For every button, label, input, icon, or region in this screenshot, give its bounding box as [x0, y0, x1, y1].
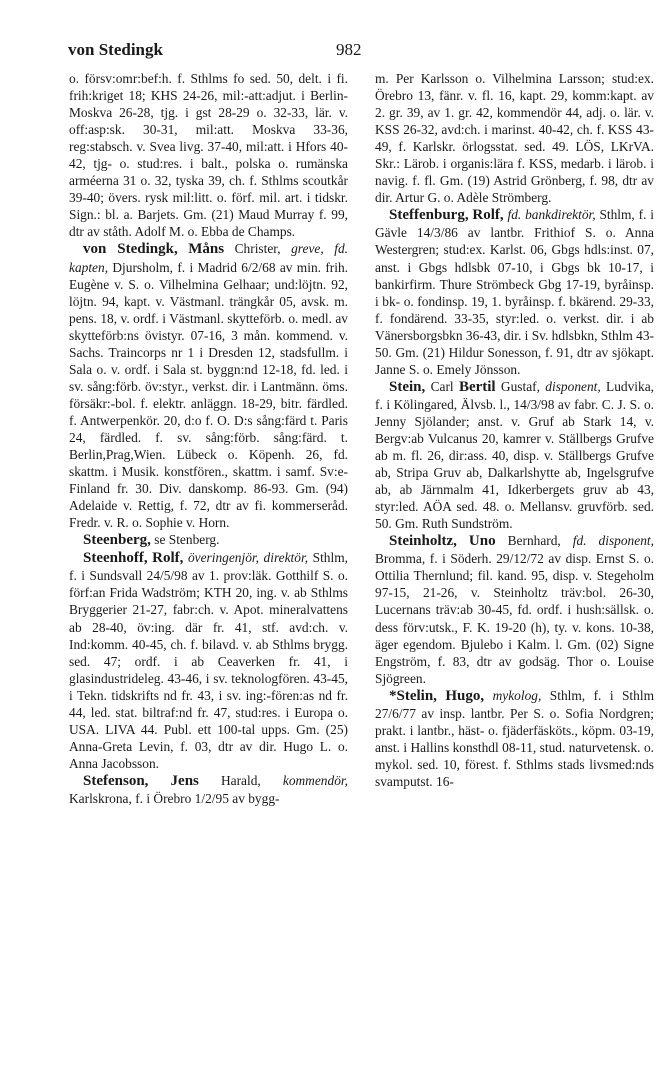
entry-given-name: Rolf,: [472, 207, 504, 224]
entry-given-name: Hugo,: [445, 687, 485, 704]
entry-title: överingenjör, direktör,: [187, 550, 309, 566]
left-column: [69, 70, 348, 807]
entry-title: disponent,: [545, 378, 601, 394]
entry-text: o. försv:omr:bef:h. f. Sthlms fo sed. 50, delt. i fi. frih:kriget 18; KHS 24-26, mil:-att:adjut. i Berlin-Moskva 26-28, tjg. i gst 28-29 o. 32-33, lär. v. off:asp:sk. 30-31, mil:att. Moskva 33-36, reg:stabsch. v. Svea livg. 37-40, mil:att. i Hfors 40-42, tjg- o. stud:res. i balt., polska o. rumänska arméerna 31 o. 32, tyska 39, ch. f. Sthlms scoutkår 39-40; övers. rysk mil:litt. o. förf. mil. art. i tidskr. Sign.: bl. a. Barjets. Gm. (21) Maud Murray f. 99, dtr av ståth. Adolf M. o. Ebba de Champs.: [69, 71, 348, 240]
running-head: von Stedingk: [68, 40, 163, 59]
entry-title: kommendör,: [282, 772, 348, 788]
entry-stelin-hugo: [375, 687, 654, 790]
entry-given-name: Jens: [170, 772, 199, 789]
entry-given-name: Uno: [468, 533, 496, 550]
entry-steenberg: [69, 531, 348, 549]
entry-von-stedingk-mans: [69, 240, 348, 531]
entry-surname: von Stedingk,: [83, 241, 178, 258]
entry-steffenburg-rolf: [375, 206, 654, 377]
entry-surname: Steenhoff,: [83, 550, 148, 567]
entry-steenhoff-rolf: [69, 549, 348, 772]
entry-middle-name: Carl: [430, 378, 454, 394]
entry-text: se Stenberg.: [154, 532, 220, 548]
entry-title: mykolog,: [492, 687, 542, 703]
entry-text: Ludvika, f. i Kölingared, Älvsb. l., 14/3/98 av fabr. C. J. S. o. Jenny Sjölander; anst. v. Gruf ab Stark 14, v. Bergv:ab Vulcanus 20, kamrer v. Ställbergs Grufve ab m. fl. 26, dir:ass. 40, disp. v. Ställbergs Grufve ab, Stripa Gruv ab, Dalkarlshytte ab, Ingelsgrufve ab, ab Järnmalm 41, Idkerbergets gruv ab 43, styr:led. AÖA sed. 48. o. Mellansv. gruvförb. sed. 50. Gm. Ruth Sundström.: [375, 378, 655, 532]
entry-given-name: Måns: [188, 241, 225, 258]
entry-stein-bertil: [375, 378, 654, 532]
entry-surname: Steenberg,: [83, 532, 151, 549]
entry-middle-name: Harald,: [220, 772, 261, 788]
entry-middle-name-2: Gustaf,: [500, 378, 540, 394]
entry-surname: Stefenson,: [83, 772, 149, 789]
entry-text: Sthlm, f. i Sthlm 27/6/77 av insp. lantbr. Per S. o. Sofia Nordgren; prakt. i lantbr., häst- o. fjäderfäsköts., köpm. 03-19, anst. i Hallins konsthdl 08-11, stud. naturvetensk. o. mykol. sed. 10, förest. f. Sthlms stads livsmed:nds svamputst. 16-: [375, 687, 654, 789]
entry-surname: *Stelin,: [389, 687, 437, 704]
entry-text: m. Per Karlsson o. Vilhelmina Larsson; stud:ex. Örebro 13, fänr. v. fl. 16, kapt. 29, komm:kapt. av 2. gr. 39, av 1. gr. 42, kommendör 44, adj. o. lär. v. KSS 26-32, avd:ch. i marinst. 40-42, ch. f. KSS 43-49, f. Karlskr. örlogsstat. sed. 49. LÖS, LKrVA. Skr.: Lärob. i organis:lära f. KSS, medarb. i lärob. i navig. f. fl. Gm. (19) Astrid Grönberg, f. 98, dtr av dir. Artur G. o. Adèle Strömberg.: [375, 71, 654, 206]
entry-given-name: Bertil: [458, 378, 496, 395]
entry-surname: Steinholtz,: [389, 533, 457, 550]
entry-middle-name: Christer,: [234, 241, 281, 257]
entry-stefenson-jens: [69, 772, 348, 807]
entry-title: fd. bankdirektör,: [507, 207, 596, 223]
entry-text: Bromma, f. i Söderh. 29/12/72 av disp. Ernst S. o. Ottilia Thernlund; fil. kand. 95, disp. v. Stegeholm 97-15, 21-26, v. Steinholtz träv:bol. 26-30, Lucernans träv:ab 30-45, fd. ordf. i hush:sällsk. o. dess förv:utsk., F. K. 19-20 (h), ty. v. kons. 10-38, äger egendom. Bjulebo i Kalm. l. Gm. (02) Signe Engström, f. 83, dtr av godsäg. Thor o. Louise Sjögreen.: [375, 551, 654, 686]
entry-surname: Stein,: [389, 378, 426, 395]
entry-continuation-right: [375, 70, 654, 206]
page-number: 982: [336, 40, 362, 59]
entry-text: Djursholm, f. i Madrid 6/2/68 av min. frih. Eugène v. S. o. Vilhelmina Gelhaar; und:löjtn. 92, löjtn. 94, kapt. v. Västmanl. trängkår 05, avsk. m. pens. 18, v. ordf. i Västmanl. skytteförb. o. medl. av skytteförb:ns övistyr. 07-16, 3 mån. kommend. v. Sachs. Traincorps nr 1 i Dresden 12, stadsfullm. i Sala o. v. ordf. i Sala st. byggn:nd 12-18, fd. led. i sv. sång:förb. öv:styr., verkst. dir. i Lantmänn. öms. försäkr:-bol. f. elektr. anläggn. 18-29, bitr. färdled. f. Antwerpenkör. 20, d:o f. O. D:s sång:färd t. Paris 24, färdled. f. sv. sång:förb. sång:färd. t. Berlin,Prag,Wien. Lübeck o. Köpenh. 26, fd. skattm. i Musik. konstfören., skattm. i samf. Sv:e-Finland fr. 30. Div. danskomp. 86-93. Gm. (94) Adelaide v. Rettig, f. 72, dtr av fi. kommerseråd. Fredr. v. R. o. Sophie v. Horn.: [69, 259, 349, 531]
entry-surname: Steffenburg,: [389, 207, 469, 224]
entry-middle-name: Bernhard,: [507, 533, 561, 549]
entry-text: Sthlm, f. i Sundsvall 24/5/98 av 1. prov:läk. Gotthilf S. o. förf:an Frida Wadström; KTH 20, ing. v. ab Sthlms Bryggerier 21-27, fabr:ch. v. Apot. mineralvattens ab 28-40, öv:ing. där fr. 41, stf. avd:ch. v. Ind:komm. 40-45, ch. f. bilavd. v. ab Sthlms brygg. sed. 47; ordf. i ab Ceaverken fr. 41, i glasindustrideleg. 43-46, i sv. teknologfören. 43-45, i Tekn. tidskrifts nd fr. 43, i sv. ing:-fören:as nd fr. 44, led. stat. biltraf:nd fr. 47, stud:res. i Europa o. USA. LIVA 44. Publ. ett 100-tal upps. Gm. (25) Anna-Greta Levin, f. 03, dtr av dir. Hugo L. o. Anna Jacobsson.: [69, 550, 348, 771]
entry-title: fd. disponent,: [572, 533, 654, 549]
entry-title: greve, fd. kapten,: [69, 241, 348, 275]
entry-steinholtz-uno: [375, 532, 654, 686]
entry-text: Karlskrona, f. i Örebro 1/2/95 av bygg-: [69, 790, 280, 806]
entry-text: Sthlm, f. i Gävle 14/3/86 av lantbr. Frithiof S. o. Anna Westergren; stud:ex. Karlst. 06, Gbgs hdls:inst. 07, anst. i Gbgs hdlsbk 07-10, i Gbgs bk 10-17, i bankirfirm. Thure Strömbeck Gbg 17-19, byråinsp. i bk- o. fondinsp. 19, 1. byråinsp. f. bkärend. 29-33, f. fondärend. 33-35, styr:led. o. verkst. dir. i ab Vänersborgsbkn 36-43, dir. i Sv. hdlsbkn, Sthlm 43-50. Gm. (21) Hildur Sonesson, f. 91, dtr av sjökapt. Janne S. o. Emely Jönsson.: [375, 207, 654, 377]
entry-given-name: Rolf,: [152, 550, 184, 567]
entry-continuation-left: [69, 70, 348, 240]
right-column: [375, 70, 654, 790]
page-header: [68, 40, 648, 64]
